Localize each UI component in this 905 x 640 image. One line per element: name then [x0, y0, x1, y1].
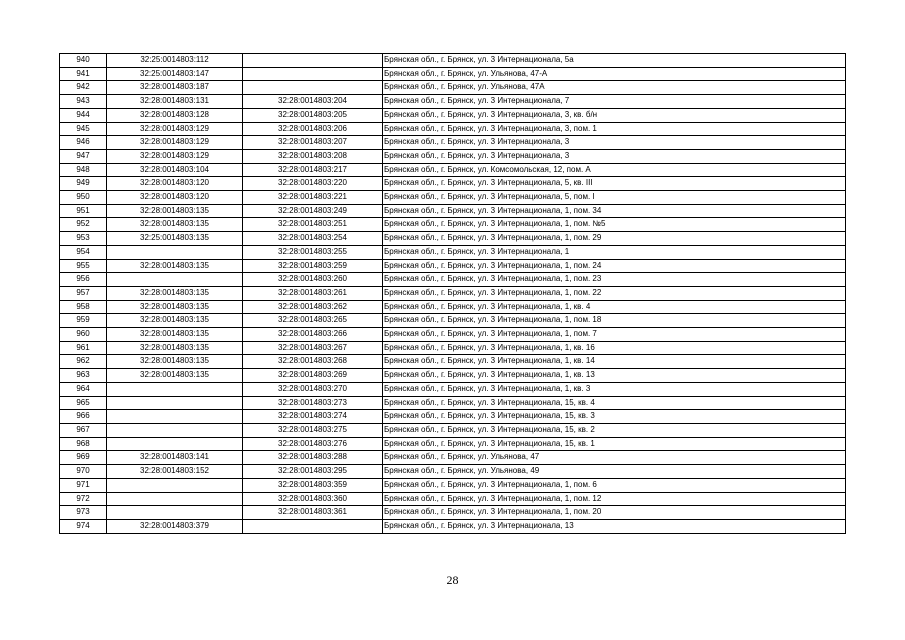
room-cadastral-number-cell: 32:28:0014803:269 — [243, 369, 383, 383]
table-row — [60, 54, 846, 68]
address-cell: Брянская обл., г. Брянск, ул. Ульянова, 47-А — [383, 67, 846, 81]
cadastral-number-cell: 32:28:0014803:135 — [107, 314, 243, 328]
row-number-cell: 971 — [60, 478, 107, 492]
table-row — [60, 67, 846, 81]
cadastral-number-cell: 32:28:0014803:135 — [107, 218, 243, 232]
row-number-cell: 950 — [60, 191, 107, 205]
row-number-cell: 963 — [60, 369, 107, 383]
table-row — [60, 122, 846, 136]
room-cadastral-number-cell: 32:28:0014803:251 — [243, 218, 383, 232]
room-cadastral-number-cell: 32:28:0014803:208 — [243, 149, 383, 163]
room-cadastral-number-cell: 32:28:0014803:259 — [243, 259, 383, 273]
room-cadastral-number-cell: 32:28:0014803:266 — [243, 328, 383, 342]
room-cadastral-number-cell: 32:28:0014803:260 — [243, 273, 383, 287]
cadastral-number-cell: 32:28:0014803:152 — [107, 465, 243, 479]
table-row — [60, 369, 846, 383]
table-row — [60, 410, 846, 424]
cadastral-number-cell: 32:28:0014803:135 — [107, 328, 243, 342]
table-row — [60, 382, 846, 396]
room-cadastral-number-cell: 32:28:0014803:360 — [243, 492, 383, 506]
row-number-cell: 972 — [60, 492, 107, 506]
row-number-cell: 965 — [60, 396, 107, 410]
room-cadastral-number-cell: 32:28:0014803:217 — [243, 163, 383, 177]
table-row — [60, 108, 846, 122]
room-cadastral-number-cell: 32:28:0014803:361 — [243, 506, 383, 520]
cadastral-number-cell: 32:28:0014803:187 — [107, 81, 243, 95]
cadastral-number-cell: 32:28:0014803:135 — [107, 369, 243, 383]
address-cell: Брянская обл., г. Брянск, ул. 3 Интернационала, 3, кв. б/н — [383, 108, 846, 122]
room-cadastral-number-cell: 32:28:0014803:261 — [243, 286, 383, 300]
address-cell: Брянская обл., г. Брянск, ул. 3 Интернационала, 3 — [383, 136, 846, 150]
table-row — [60, 191, 846, 205]
row-number-cell: 974 — [60, 519, 107, 533]
row-number-cell: 954 — [60, 245, 107, 259]
room-cadastral-number-cell: 32:28:0014803:288 — [243, 451, 383, 465]
row-number-cell: 951 — [60, 204, 107, 218]
table-row — [60, 218, 846, 232]
address-cell: Брянская обл., г. Брянск, ул. 3 Интернационала, 1, кв. 13 — [383, 369, 846, 383]
table-row — [60, 259, 846, 273]
address-cell: Брянская обл., г. Брянск, ул. Ульянова, 47 — [383, 451, 846, 465]
row-number-cell: 945 — [60, 122, 107, 136]
cadastral-number-cell: 32:28:0014803:129 — [107, 149, 243, 163]
row-number-cell: 966 — [60, 410, 107, 424]
row-number-cell: 962 — [60, 355, 107, 369]
row-number-cell: 961 — [60, 341, 107, 355]
address-cell: Брянская обл., г. Брянск, ул. 3 Интернационала, 13 — [383, 519, 846, 533]
row-number-cell: 952 — [60, 218, 107, 232]
address-cell: Брянская обл., г. Брянск, ул. 3 Интернационала, 15, кв. 1 — [383, 437, 846, 451]
table-row — [60, 451, 846, 465]
room-cadastral-number-cell — [243, 54, 383, 68]
room-cadastral-number-cell: 32:28:0014803:276 — [243, 437, 383, 451]
cadastral-number-cell — [107, 437, 243, 451]
address-cell: Брянская обл., г. Брянск, ул. 3 Интернационала, 3 — [383, 149, 846, 163]
room-cadastral-number-cell: 32:28:0014803:221 — [243, 191, 383, 205]
cadastral-number-cell: 32:25:0014803:135 — [107, 232, 243, 246]
table-body — [60, 54, 846, 534]
table-row — [60, 506, 846, 520]
room-cadastral-number-cell: 32:28:0014803:273 — [243, 396, 383, 410]
cadastral-number-cell — [107, 273, 243, 287]
address-cell: Брянская обл., г. Брянск, ул. Ульянова, 47А — [383, 81, 846, 95]
address-cell: Брянская обл., г. Брянск, ул. 3 Интернационала, 3, пом. 1 — [383, 122, 846, 136]
table-row — [60, 286, 846, 300]
row-number-cell: 956 — [60, 273, 107, 287]
cadastral-number-cell: 32:28:0014803:135 — [107, 355, 243, 369]
address-cell: Брянская обл., г. Брянск, ул. Комсомольская, 12, пом. А — [383, 163, 846, 177]
cadastral-number-cell: 32:28:0014803:120 — [107, 191, 243, 205]
row-number-cell: 959 — [60, 314, 107, 328]
row-number-cell: 946 — [60, 136, 107, 150]
table-row — [60, 396, 846, 410]
address-cell: Брянская обл., г. Брянск, ул. 3 Интернационала, 1, пом. 12 — [383, 492, 846, 506]
address-cell: Брянская обл., г. Брянск, ул. 3 Интернационала, 1, пом. 23 — [383, 273, 846, 287]
room-cadastral-number-cell: 32:28:0014803:205 — [243, 108, 383, 122]
address-cell: Брянская обл., г. Брянск, ул. 3 Интернационала, 1, кв. 16 — [383, 341, 846, 355]
table-row — [60, 273, 846, 287]
table-row — [60, 245, 846, 259]
address-cell: Брянская обл., г. Брянск, ул. 3 Интернационала, 1, пом. 24 — [383, 259, 846, 273]
cadastral-number-cell — [107, 492, 243, 506]
cadastral-number-cell: 32:28:0014803:135 — [107, 341, 243, 355]
room-cadastral-number-cell: 32:28:0014803:274 — [243, 410, 383, 424]
address-cell: Брянская обл., г. Брянск, ул. 3 Интернационала, 1, пом. 6 — [383, 478, 846, 492]
row-number-cell: 953 — [60, 232, 107, 246]
cadastral-number-cell — [107, 478, 243, 492]
room-cadastral-number-cell: 32:28:0014803:268 — [243, 355, 383, 369]
row-number-cell: 957 — [60, 286, 107, 300]
room-cadastral-number-cell: 32:28:0014803:265 — [243, 314, 383, 328]
row-number-cell: 969 — [60, 451, 107, 465]
cadastral-number-cell: 32:28:0014803:135 — [107, 286, 243, 300]
room-cadastral-number-cell: 32:28:0014803:267 — [243, 341, 383, 355]
table-row — [60, 177, 846, 191]
row-number-cell: 941 — [60, 67, 107, 81]
address-cell: Брянская обл., г. Брянск, ул. 3 Интернационала, 1, пом. №5 — [383, 218, 846, 232]
table-row — [60, 95, 846, 109]
room-cadastral-number-cell: 32:28:0014803:275 — [243, 423, 383, 437]
table-row — [60, 204, 846, 218]
row-number-cell: 948 — [60, 163, 107, 177]
room-cadastral-number-cell — [243, 519, 383, 533]
row-number-cell: 960 — [60, 328, 107, 342]
row-number-cell: 942 — [60, 81, 107, 95]
cadastral-number-cell: 32:28:0014803:135 — [107, 259, 243, 273]
room-cadastral-number-cell: 32:28:0014803:255 — [243, 245, 383, 259]
address-cell: Брянская обл., г. Брянск, ул. 3 Интернационала, 1, кв. 4 — [383, 300, 846, 314]
row-number-cell: 973 — [60, 506, 107, 520]
address-cell: Брянская обл., г. Брянск, ул. 3 Интернационала, 15, кв. 4 — [383, 396, 846, 410]
row-number-cell: 944 — [60, 108, 107, 122]
room-cadastral-number-cell: 32:28:0014803:204 — [243, 95, 383, 109]
room-cadastral-number-cell — [243, 67, 383, 81]
row-number-cell: 947 — [60, 149, 107, 163]
address-cell: Брянская обл., г. Брянск, ул. 3 Интернационала, 1, пом. 18 — [383, 314, 846, 328]
row-number-cell: 967 — [60, 423, 107, 437]
row-number-cell: 968 — [60, 437, 107, 451]
address-cell: Брянская обл., г. Брянск, ул. 3 Интернационала, 1 — [383, 245, 846, 259]
row-number-cell: 964 — [60, 382, 107, 396]
address-cell: Брянская обл., г. Брянск, ул. 3 Интернационала, 1, пом. 29 — [383, 232, 846, 246]
table-row — [60, 341, 846, 355]
cadastral-number-cell — [107, 382, 243, 396]
address-cell: Брянская обл., г. Брянск, ул. Ульянова, 49 — [383, 465, 846, 479]
row-number-cell: 943 — [60, 95, 107, 109]
table-row — [60, 149, 846, 163]
room-cadastral-number-cell: 32:28:0014803:262 — [243, 300, 383, 314]
address-cell: Брянская обл., г. Брянск, ул. 3 Интернационала, 1, кв. 14 — [383, 355, 846, 369]
address-cell: Брянская обл., г. Брянск, ул. 3 Интернационала, 1, кв. 3 — [383, 382, 846, 396]
table-row — [60, 136, 846, 150]
room-cadastral-number-cell: 32:28:0014803:270 — [243, 382, 383, 396]
table-row — [60, 232, 846, 246]
room-cadastral-number-cell: 32:28:0014803:207 — [243, 136, 383, 150]
cadastral-number-cell — [107, 245, 243, 259]
cadastral-number-cell — [107, 423, 243, 437]
table-row — [60, 492, 846, 506]
cadastral-number-cell: 32:28:0014803:131 — [107, 95, 243, 109]
address-cell: Брянская обл., г. Брянск, ул. 3 Интернационала, 5а — [383, 54, 846, 68]
table-row — [60, 163, 846, 177]
table-row — [60, 465, 846, 479]
address-cell: Брянская обл., г. Брянск, ул. 3 Интернационала, 1, пом. 34 — [383, 204, 846, 218]
cadastral-number-cell — [107, 410, 243, 424]
cadastral-number-cell: 32:28:0014803:135 — [107, 300, 243, 314]
page-number: 28 — [446, 573, 459, 587]
room-cadastral-number-cell: 32:28:0014803:249 — [243, 204, 383, 218]
row-number-cell: 949 — [60, 177, 107, 191]
address-cell: Брянская обл., г. Брянск, ул. 3 Интернационала, 1, пом. 20 — [383, 506, 846, 520]
cadastral-number-cell: 32:28:0014803:379 — [107, 519, 243, 533]
room-cadastral-number-cell — [243, 81, 383, 95]
cadastral-number-cell: 32:28:0014803:141 — [107, 451, 243, 465]
row-number-cell: 955 — [60, 259, 107, 273]
cadastral-number-cell: 32:25:0014803:112 — [107, 54, 243, 68]
address-cell: Брянская обл., г. Брянск, ул. 3 Интернационала, 1, пом. 22 — [383, 286, 846, 300]
row-number-cell: 958 — [60, 300, 107, 314]
address-cell: Брянская обл., г. Брянск, ул. 3 Интернационала, 15, кв. 3 — [383, 410, 846, 424]
cadastral-number-cell: 32:28:0014803:129 — [107, 136, 243, 150]
table-row — [60, 300, 846, 314]
table-row — [60, 355, 846, 369]
cadastral-number-cell: 32:28:0014803:104 — [107, 163, 243, 177]
table-row — [60, 437, 846, 451]
room-cadastral-number-cell: 32:28:0014803:359 — [243, 478, 383, 492]
cadastral-number-cell: 32:28:0014803:129 — [107, 122, 243, 136]
row-number-cell: 940 — [60, 54, 107, 68]
table-row — [60, 314, 846, 328]
cadastral-number-cell — [107, 396, 243, 410]
address-cell: Брянская обл., г. Брянск, ул. 3 Интернационала, 5, пом. I — [383, 191, 846, 205]
row-number-cell: 970 — [60, 465, 107, 479]
table-row — [60, 478, 846, 492]
room-cadastral-number-cell: 32:28:0014803:295 — [243, 465, 383, 479]
cadastral-number-cell: 32:28:0014803:128 — [107, 108, 243, 122]
cadastral-number-cell — [107, 506, 243, 520]
address-cell: Брянская обл., г. Брянск, ул. 3 Интернационала, 15, кв. 2 — [383, 423, 846, 437]
address-cell: Брянская обл., г. Брянск, ул. 3 Интернационала, 1, пом. 7 — [383, 328, 846, 342]
cadastral-table — [59, 53, 846, 534]
cadastral-number-cell: 32:28:0014803:135 — [107, 204, 243, 218]
cadastral-number-cell: 32:25:0014803:147 — [107, 67, 243, 81]
table-row — [60, 81, 846, 95]
table-row — [60, 328, 846, 342]
table-row — [60, 423, 846, 437]
room-cadastral-number-cell: 32:28:0014803:254 — [243, 232, 383, 246]
room-cadastral-number-cell: 32:28:0014803:206 — [243, 122, 383, 136]
cadastral-number-cell: 32:28:0014803:120 — [107, 177, 243, 191]
room-cadastral-number-cell: 32:28:0014803:220 — [243, 177, 383, 191]
address-cell: Брянская обл., г. Брянск, ул. 3 Интернационала, 5, кв. III — [383, 177, 846, 191]
address-cell: Брянская обл., г. Брянск, ул. 3 Интернационала, 7 — [383, 95, 846, 109]
table-row — [60, 519, 846, 533]
